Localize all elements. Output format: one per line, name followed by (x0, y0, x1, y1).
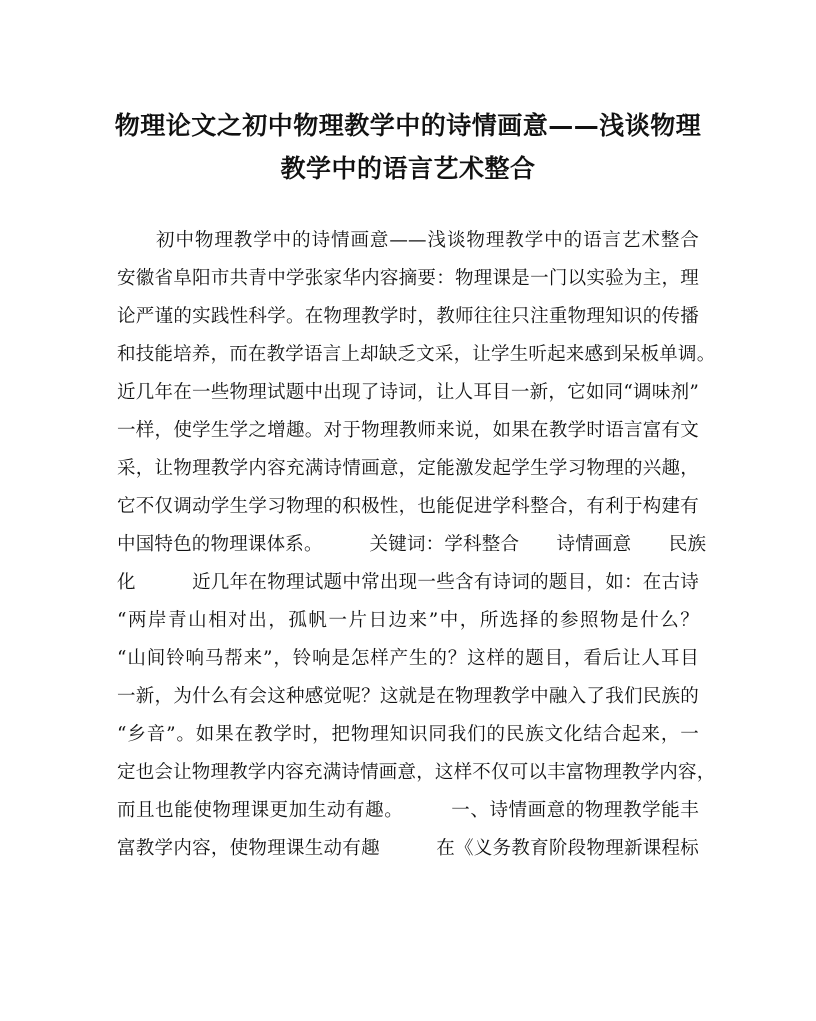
body-line: “山间铃响马帮来”，铃响是怎样产生的？这样的题目，看后让人耳目 (117, 648, 699, 669)
body-line: 中国特色的物理课体系。 关键词：学科整合 诗情画意 民族 (117, 534, 707, 555)
body-line: 定也会让物理教学内容充满诗情画意，这样不仅可以丰富物理教学内容， (117, 762, 716, 783)
body-line: 而且也能使物理课更加生动有趣。 一、诗情画意的物理教学能丰 (117, 800, 699, 821)
body-line: 论严谨的实践性科学。在物理教学时，教师往往只注重物理知识的传播 (117, 306, 699, 327)
body-line: 和技能培养，而在教学语言上却缺乏文采，让学生听起来感到呆板单调。 (117, 344, 716, 365)
body-line: 初中物理教学中的诗情画意——浅谈物理教学中的语言艺术整合 (156, 230, 699, 251)
body-line: 一新，为什么有会这种感觉呢？这就是在物理教学中融入了我们民族的 (117, 686, 699, 707)
body-line: 它不仅调动学生学习物理的积极性，也能促进学科整合，有利于构建有 (117, 496, 699, 517)
body-line: 采，让物理教学内容充满诗情画意，定能激发起学生学习物理的兴趣， (117, 458, 699, 479)
body-line: 化 近几年在物理试题中常出现一些含有诗词的题目，如：在古诗 (117, 572, 699, 593)
body-line: “乡音”。如果在教学时，把物理知识同我们的民族文化结合起来，一 (117, 724, 699, 745)
body-line: 近几年在一些物理试题中出现了诗词，让人耳目一新，它如同“调味剂” (117, 382, 699, 403)
body-line: “两岸青山相对出，孤帆一片日边来”中，所选择的参照物是什么？ (117, 610, 699, 631)
body-line: 安徽省阜阳市共青中学张家华内容摘要：物理课是一门以实验为主，理 (117, 268, 699, 289)
body-line: 一样，使学生学之增趣。对于物理教师来说，如果在教学时语言富有文 (117, 420, 699, 441)
document-title-line-1: 物理论文之初中物理教学中的诗情画意——浅谈物理 (114, 111, 702, 140)
body-line: 富教学内容，使物理课生动有趣 在《义务教育阶段物理新课程标 (117, 838, 699, 859)
document-title-line-2: 教学中的语言艺术整合 (280, 154, 536, 183)
